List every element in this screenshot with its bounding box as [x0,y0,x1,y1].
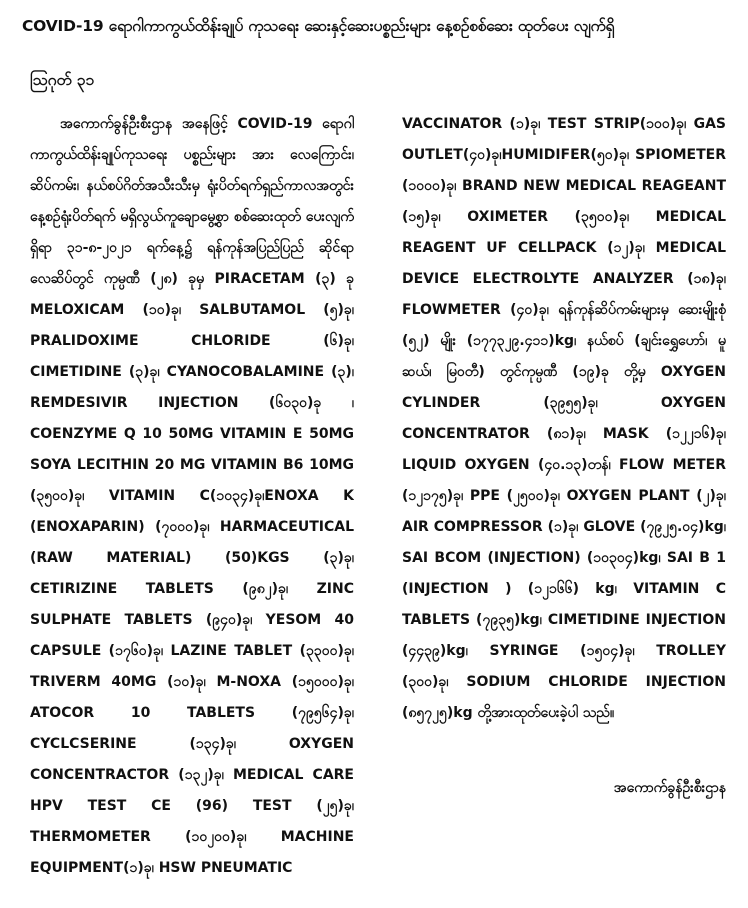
article-column-right [402,109,726,729]
article-paragraph-right: VACCINATOR (၁)ခု၊ TEST STRIP(၁၀၀)ခု၊ GAS OUTLET(၄၀)ခု၊HUMIDIFER(၅၀)ခု၊ SPIOMETER (၁၀၀၀)ခု၊ BRAND NEW MEDICAL REAGEANT (၁၅)ခု၊ OXIMETER (၃၅၀၀)ခု၊ MEDICAL REAGENT UF CELLPACK (၁၂)ခု၊ MEDICAL DEVICE ELECTROLYTE ANALYZER (၁၈)ခု၊ FLOWMETER (၄၀)ခု၊ ရန်ကုန်ဆိပ်ကမ်းများမှ ဆေးမျိုးစုံ (၅၂) မျိုး (၁၇၇၃၂၉.၄၁၁)kg၊ နယ်စပ် (ချင်းရွှေဟော်၊ မူဆယ်၊ မြဝတီ) တွင်ကုမ္ပဏီ (၁၉)ခု တို့မှ OXYGEN CYLINDER (၃၉၅၅)ခု၊ OXYGEN CONCENTRATOR (၈၁)ခု၊ MASK (၁၂၂၁၆)ခု၊ LIQUID OXYGEN (၄၀.၁၃)တန်၊ FLOW METER (၁၂၁၇၅)ခု၊ PPE (၂၅၀၀)ခု၊ OXYGEN PLANT (၂)ခု၊ AIR COMPRESSOR (၁)ခု၊ GLOVE (၇၉၂၅.၀၄)kg၊ SAI BCOM (INJECTION) (၁၀၃၀၄)kg၊ SAI B 1 (INJECTION ) (၁၂၁၆၆) kg၊ VITAMIN C TABLETS (၇၉၃၅)kg၊ CIMETIDINE INJECTION (၄၄၃၉)kg၊ SYRINGE (၁၅၀၄)ခု၊ TROLLEY (၃၀၀)ခု၊ SODIUM CHLORIDE INJECTION (၈၅၇၂၅)kg တို့အားထုတ်ပေးခဲ့ပါ သည်။ [402,116,726,721]
dateline: ဩဂုတ် ၃၁ [30,71,95,89]
signature: အကောက်ခွန်ဦးစီးဌာန [613,780,726,796]
article-paragraph-left: အကောက်ခွန်ဦးစီးဌာန အနေဖြင့် COVID-19 ရောဂါ ကာကွယ်ထိန်းချုပ်ကုသရေး ပစ္စည်းများ အား လေကြောင်း၊ ဆိပ်ကမ်း၊ နယ်စပ်ဂိတ်အသီးသီးမှ ရုံးပိတ်ရက်ရှည်ကာလအတွင်း နေ့စဉ်ရုံးပိတ်ရက် မရှိလွယ်ကူချောမွေ့စွာ စစ်ဆေးထုတ် ပေးလျက် ရှိရာ ၃၁-၈-၂၀၂၁ ရက်နေ့၌ ရန်ကုန်အပြည်ပြည် ဆိုင်ရာ လေဆိပ်တွင် ကုမ္ပဏီ (၂၈) ခုမှ PIRACETAM (၃) ခု MELOXICAM (၁၀)ခု၊ SALBUTAMOL (၅)ခု၊ PRALIDOXIME CHLORIDE (၆)ခု၊ CIMETIDINE (၃)ခု၊ CYANOCOBALAMINE (၃)၊ REMDESIVIR INJECTION (၆၀၃၀)ခု ၊COENZYME Q 10 50MG VITAMIN E 50MG SOYA LECITHIN 20 MG VITAMIN B6 10MG (၃၅၀၀)ခု၊ VITAMIN C(၁၀၃၄)ခု၊ENOXA K (ENOXAPARIN) (၇၀၀၀)ခု၊ HARMACEUTICAL (RAW MATERIAL) (50)KGS (၃)ခု၊ CETIRIZINE TABLETS (၉၈၂)ခု၊ ZINC SULPHATE TABLETS (၉၄၀)ခု၊ YESOM 40 CAPSULE (၁၇၆၀)ခု၊ LAZINE TABLET (၃၃၀၀)ခု၊ TRIVERM 40MG (၁၀)ခု၊ M-NOXA (၁၅၀၀၀)ခု၊ ATOCOR 10 TABLETS (၇၉၅၆၄)ခု၊ CYCLCSERINE (၁၃၄)ခု၊ OXYGEN CONCENTRACTOR (၁၃၂)ခု၊ MEDICAL CARE HPV TEST CE (96) TEST (၂၅)ခု၊ THERMOMETER (၁၀၂၀၀)ခု၊ MACHINE EQUIPMENT(၁)ခု၊ HSW PNEUMATIC [30,116,354,876]
headline: COVID-19 ရောဂါကာကွယ်ထိန်းချုပ် ကုသရေး ဆေးနှင့်ဆေးပစ္စည်းများ နေ့စဉ်စစ်ဆေး ထုတ်ပေး လျက်ရှိ [22,17,615,35]
article-column-left [30,109,354,899]
